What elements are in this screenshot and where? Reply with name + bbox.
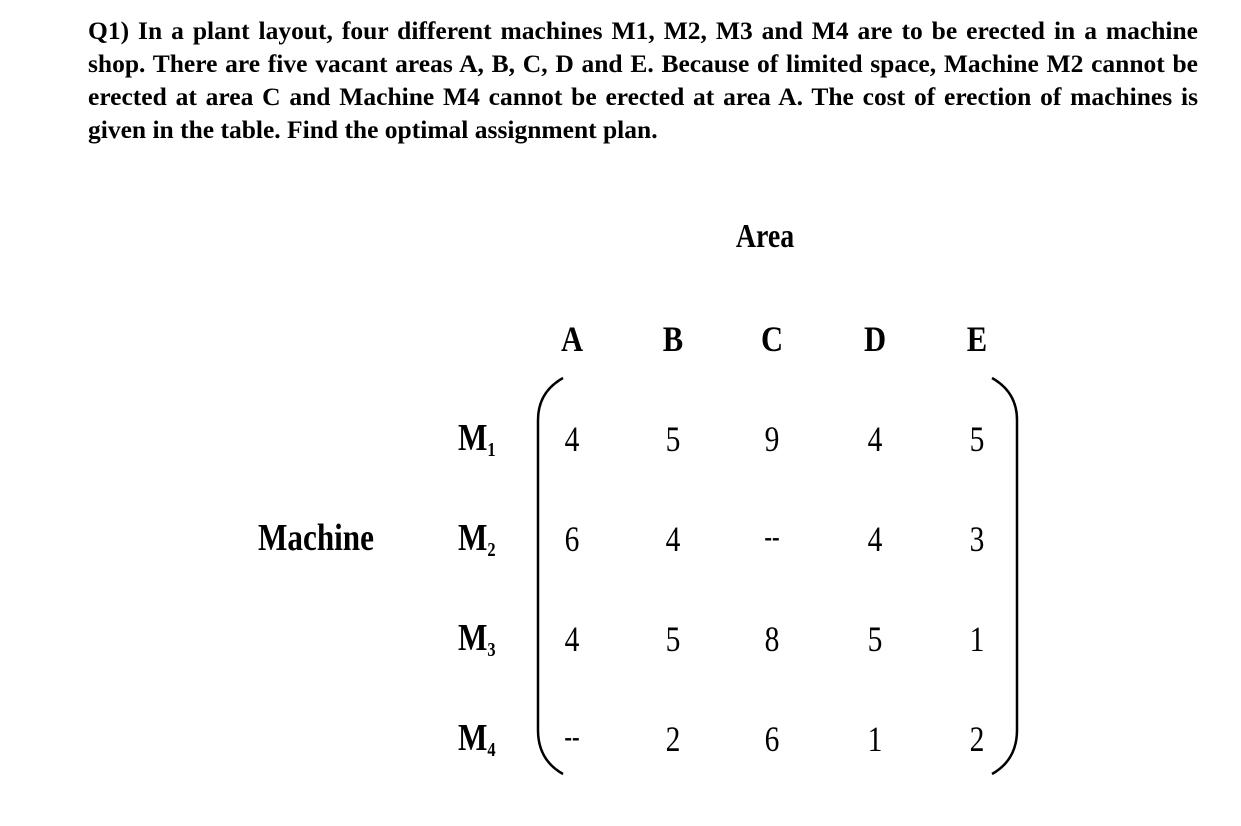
cost-cell: 2 <box>665 719 681 759</box>
cost-cell: 4 <box>867 519 883 559</box>
cost-cell: 2 <box>969 719 985 759</box>
row-header-m4: $M_4$ <box>458 717 496 761</box>
right-bracket <box>992 378 1017 774</box>
column-header-d: D <box>863 319 887 359</box>
cost-cell: 9 <box>764 419 780 459</box>
cost-cell: 6 <box>564 519 580 559</box>
row-header-m2: $M_2$ <box>458 517 496 561</box>
machine-heading: Machine <box>258 517 374 559</box>
cost-cell: 4 <box>564 619 580 659</box>
column-header-c: C <box>760 319 784 359</box>
row-header-m3: $M_3$ <box>458 617 496 661</box>
column-header-b: B <box>662 319 684 359</box>
cost-cell: 5 <box>665 419 681 459</box>
cost-cell-unavailable: -- <box>564 722 580 753</box>
left-bracket <box>538 378 563 774</box>
cost-cell: 8 <box>764 619 780 659</box>
question-text: Q1) In a plant layout, four different machines M1, M2, M3 and M4 are to be erected in a machine shop. There are five vacant areas A, B, C, D and E. Because of limited space, Machine M2 cannot be erected at area C and Machine M4 cannot be erected at area A. The cost of erection of machines is given in the table. Find the optimal assignment plan. <box>88 16 1198 144</box>
cost-cell: 5 <box>969 419 985 459</box>
cost-cell: 4 <box>867 419 883 459</box>
column-header-e: E <box>966 319 988 359</box>
cost-cell: 5 <box>867 619 883 659</box>
cost-cell-unavailable: -- <box>764 522 780 553</box>
area-heading: Area <box>735 218 795 255</box>
cost-cell: 4 <box>665 519 681 559</box>
cost-cell: 5 <box>665 619 681 659</box>
cost-cell: 1 <box>867 719 883 759</box>
cost-cell: 1 <box>969 619 985 659</box>
cost-cell: 3 <box>969 519 985 559</box>
cost-cell: 6 <box>764 719 780 759</box>
row-header-m1: $M_1$ <box>458 417 496 461</box>
column-header-a: A <box>560 319 584 359</box>
cost-cell: 4 <box>564 419 580 459</box>
